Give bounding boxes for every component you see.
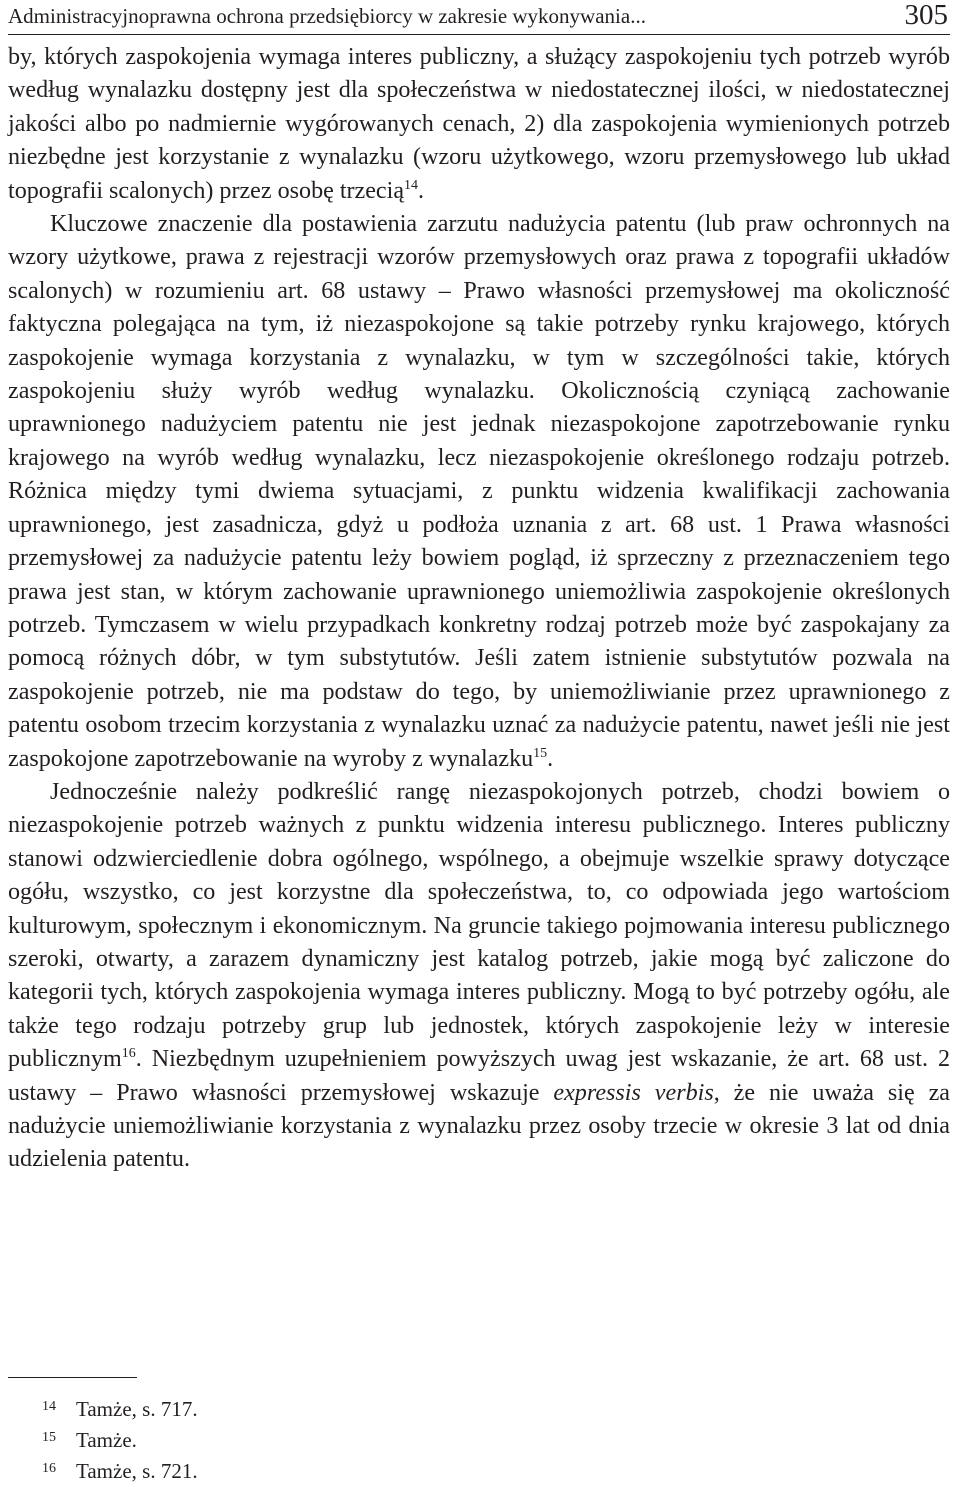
running-header (8, 0, 950, 35)
paragraph-2-tail: . (547, 745, 554, 772)
paragraph-3-text: Jednocześnie należy podkreślić rangę niezaspokojonych potrzeb, chodzi bowiem o niezaspokojenie potrzeb ważnych z punktu widzenia interesu publicznego. Interes publiczny stanowi odzwierciedlenie dobra ogólnego, wspólnego, a obejmuje wszelkie sprawy dotyczące ogółu, wszystko, co jest korzystne dla społeczeństwa, to, co odpowiada jego wartościom kulturowym, społecznym i ekonomicznym. Na gruncie takiego pojmowania interesu publicznego szeroki, otwarty, a zarazem dynamiczny jest katalog potrzeb, jakie mogą być zaliczone do kategorii tych, których zaspokojenia wymaga interes publiczny. Mogą to być potrzeby ogółu, ale także tego rodzaju potrzeby grup lub jednostek, których zaspokojenie leży w interesie publicznym (8, 778, 950, 1073)
paragraph-1-text: by, których zaspokojenia wymaga interes publiczny, a służący zaspokojeniu tych potrzeb wyrób według wynalazku dostępny jest dla społeczeństwa w niedostatecznej ilości, w niedostatecznej jakości albo po nadmiernie wygórowanych cenach, 2) dla zaspokojenia wymienionych potrzeb niezbędne jest korzystanie z wynalazku (wzoru użytkowego, wzoru przemysłowego lub układ topografii scalonych) przez osobę trzecią (8, 44, 950, 204)
paragraph-3-end: , że nie uważa się za nadużycie uniemożliwianie korzystania z wynalazku przez osoby trzecie w okresie 3 lat od dnia udzielenia patentu. (8, 1079, 951, 1173)
paragraph-2 (8, 208, 950, 776)
latin-phrase: expressis verbis (553, 1079, 714, 1106)
paragraph-3 (8, 776, 950, 1177)
footnote-ref-15: 15 (533, 745, 548, 761)
page-number: 305 (904, 0, 948, 31)
body-text (8, 41, 950, 1177)
footnote-15: 15 Tamże. (42, 1428, 137, 1452)
footnotes (42, 1394, 198, 1487)
paragraph-1 (8, 41, 950, 208)
header-title: Administracyjnoprawna ochrona przedsiębiorcy w zakresie wykonywania... (8, 4, 646, 28)
footnote-text: Tamże, s. 721. (76, 1459, 198, 1483)
footnote-14: 14 Tamże, s. 717. (42, 1397, 198, 1421)
footnote-text: Tamże, s. 717. (76, 1397, 198, 1421)
footnote-separator (8, 1377, 137, 1378)
paragraph-3-tail: . Niezbędnym uzupełnieniem powyższych uwag jest wskazanie, że art. 68 ust. 2 ustawy – Prawo własności przemysłowej wskazuje (8, 1046, 950, 1106)
paragraph-2-text: Kluczowe znaczenie dla postawienia zarzutu nadużycia patentu (lub praw ochronnych na wzory użytkowe, prawa z rejestracji wzorów przemysłowych oraz prawa z topografii układów scalonych) w rozumieniu art. 68 ustawy – Prawo własności przemysłowej ma okoliczność faktyczna polegająca na tym, iż niezaspokojone są takie potrzeby rynku krajowego, których zaspokojenie wymaga korzystania z wynalazku, w tym w szczególności takie, których zaspokojeniu służy wyrób według wynalazku. Okolicznością czyniącą zachowanie uprawnionego nadużyciem patentu nie jest jednak niezaspokojone zapotrzebowanie rynku krajowego na wyrób według wynalazku, lecz niezaspokojenie określonego rodzaju potrzeb. Różnica między tymi dwiema sytuacjami, z punktu widzenia kwalifikacji zachowania uprawnionego, jest zasadnicza, gdyż u podłoża uznania z art. 68 ust. 1 Prawa własności przemysłowej za nadużycie patentu leży bowiem pogląd, iż sprzeczny z przeznaczeniem tego prawa jest stan, w którym zachowanie uprawnionego uniemożliwia zaspokojenie określonych potrzeb. Tymczasem w wielu przypadkach konkretny rodzaj potrzeb może być zaspokajany za pomocą różnych dóbr, w tym substytutów. Jeśli zatem istnienie substytutów pozwala na zaspokojenie potrzeb, nie ma podstaw do tego, by uniemożliwianie przez uprawnionego z patentu osobom trzecim korzystania z wynalazku uznać za nadużycie patentu, nawet jeśli nie jest zaspokojone zapotrzebowanie na wyroby z wynalazku (8, 211, 950, 772)
footnote-ref-14: 14 (404, 177, 419, 193)
footnote-ref-16: 16 (121, 1046, 136, 1062)
footnote-text: Tamże. (76, 1428, 137, 1452)
footnote-16: 16 Tamże, s. 721. (42, 1459, 198, 1483)
paragraph-1-tail: . (418, 177, 425, 204)
